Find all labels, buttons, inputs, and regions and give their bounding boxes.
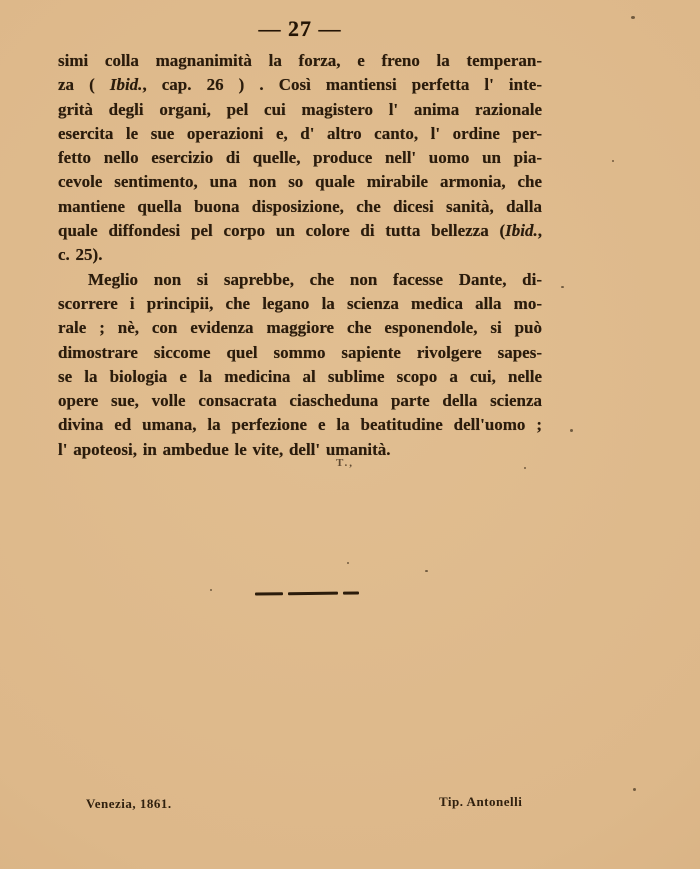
text-line: simi colla magnanimità la forza, e freno la temperan- xyxy=(58,51,542,70)
ink-speck xyxy=(524,467,526,469)
text-line: quale diffondesi pel corpo un colore di tutta bellezza (Ibid., xyxy=(58,221,542,241)
text-line: cevole sentimento, una non so quale mirabile armonia, che xyxy=(58,172,542,192)
imprint-place-date: Venezia, 1861. xyxy=(86,796,172,811)
page-number: — 27 — xyxy=(258,16,342,41)
text-line: grità degli organi, pel cui magistero l' anima razionale xyxy=(58,99,542,119)
text-line: rale ; nè, con evidenza maggiore che esponendole, si può xyxy=(58,318,542,338)
text-line: Meglio non si saprebbe, che non facesse Dante, di- xyxy=(88,269,542,289)
ink-speck xyxy=(425,570,428,572)
ink-speck xyxy=(570,429,573,432)
ink-speck xyxy=(347,562,349,564)
text-line: se la biologia e la medicina al sublime scopo a cui, nelle xyxy=(58,366,542,386)
ink-speck xyxy=(210,589,212,591)
text-line: esercita le sue operazioni e, d' altro canto, l' ordine per- xyxy=(58,123,542,143)
text-line: mantiene quella buona disposizione, che dicesi sanità, dalla xyxy=(58,196,542,216)
text-line: dimostrare siccome quel sommo sapiente rivolgere sapes- xyxy=(58,342,542,362)
printer-mark: T., xyxy=(336,457,355,469)
ink-speck xyxy=(612,160,614,162)
text-line: fetto nello esercizio di quelle, produce nell' uomo un pia- xyxy=(58,148,542,168)
text-line: c. 25). xyxy=(58,245,103,265)
text-line: l' apoteosi, in ambedue le vite, dell' umanità. xyxy=(58,439,391,459)
ink-speck xyxy=(633,788,636,791)
section-divider xyxy=(255,590,359,596)
text-line: scorrere i principii, che legano la scienza medica alla mo- xyxy=(58,293,542,313)
ink-speck xyxy=(631,16,635,19)
text-line: opere sue, volle consacrata ciascheduna parte della scienza xyxy=(58,391,542,411)
text-line: za ( Ibid., cap. 26 ) . Così mantiensi perfetta l' inte- xyxy=(58,75,542,95)
printer-name: Tip. Antonelli xyxy=(439,794,523,809)
ink-speck xyxy=(561,286,564,288)
text-line: divina ed umana, la perfezione e la beatitudine dell'uomo ; xyxy=(58,415,542,435)
body-text xyxy=(58,49,542,462)
